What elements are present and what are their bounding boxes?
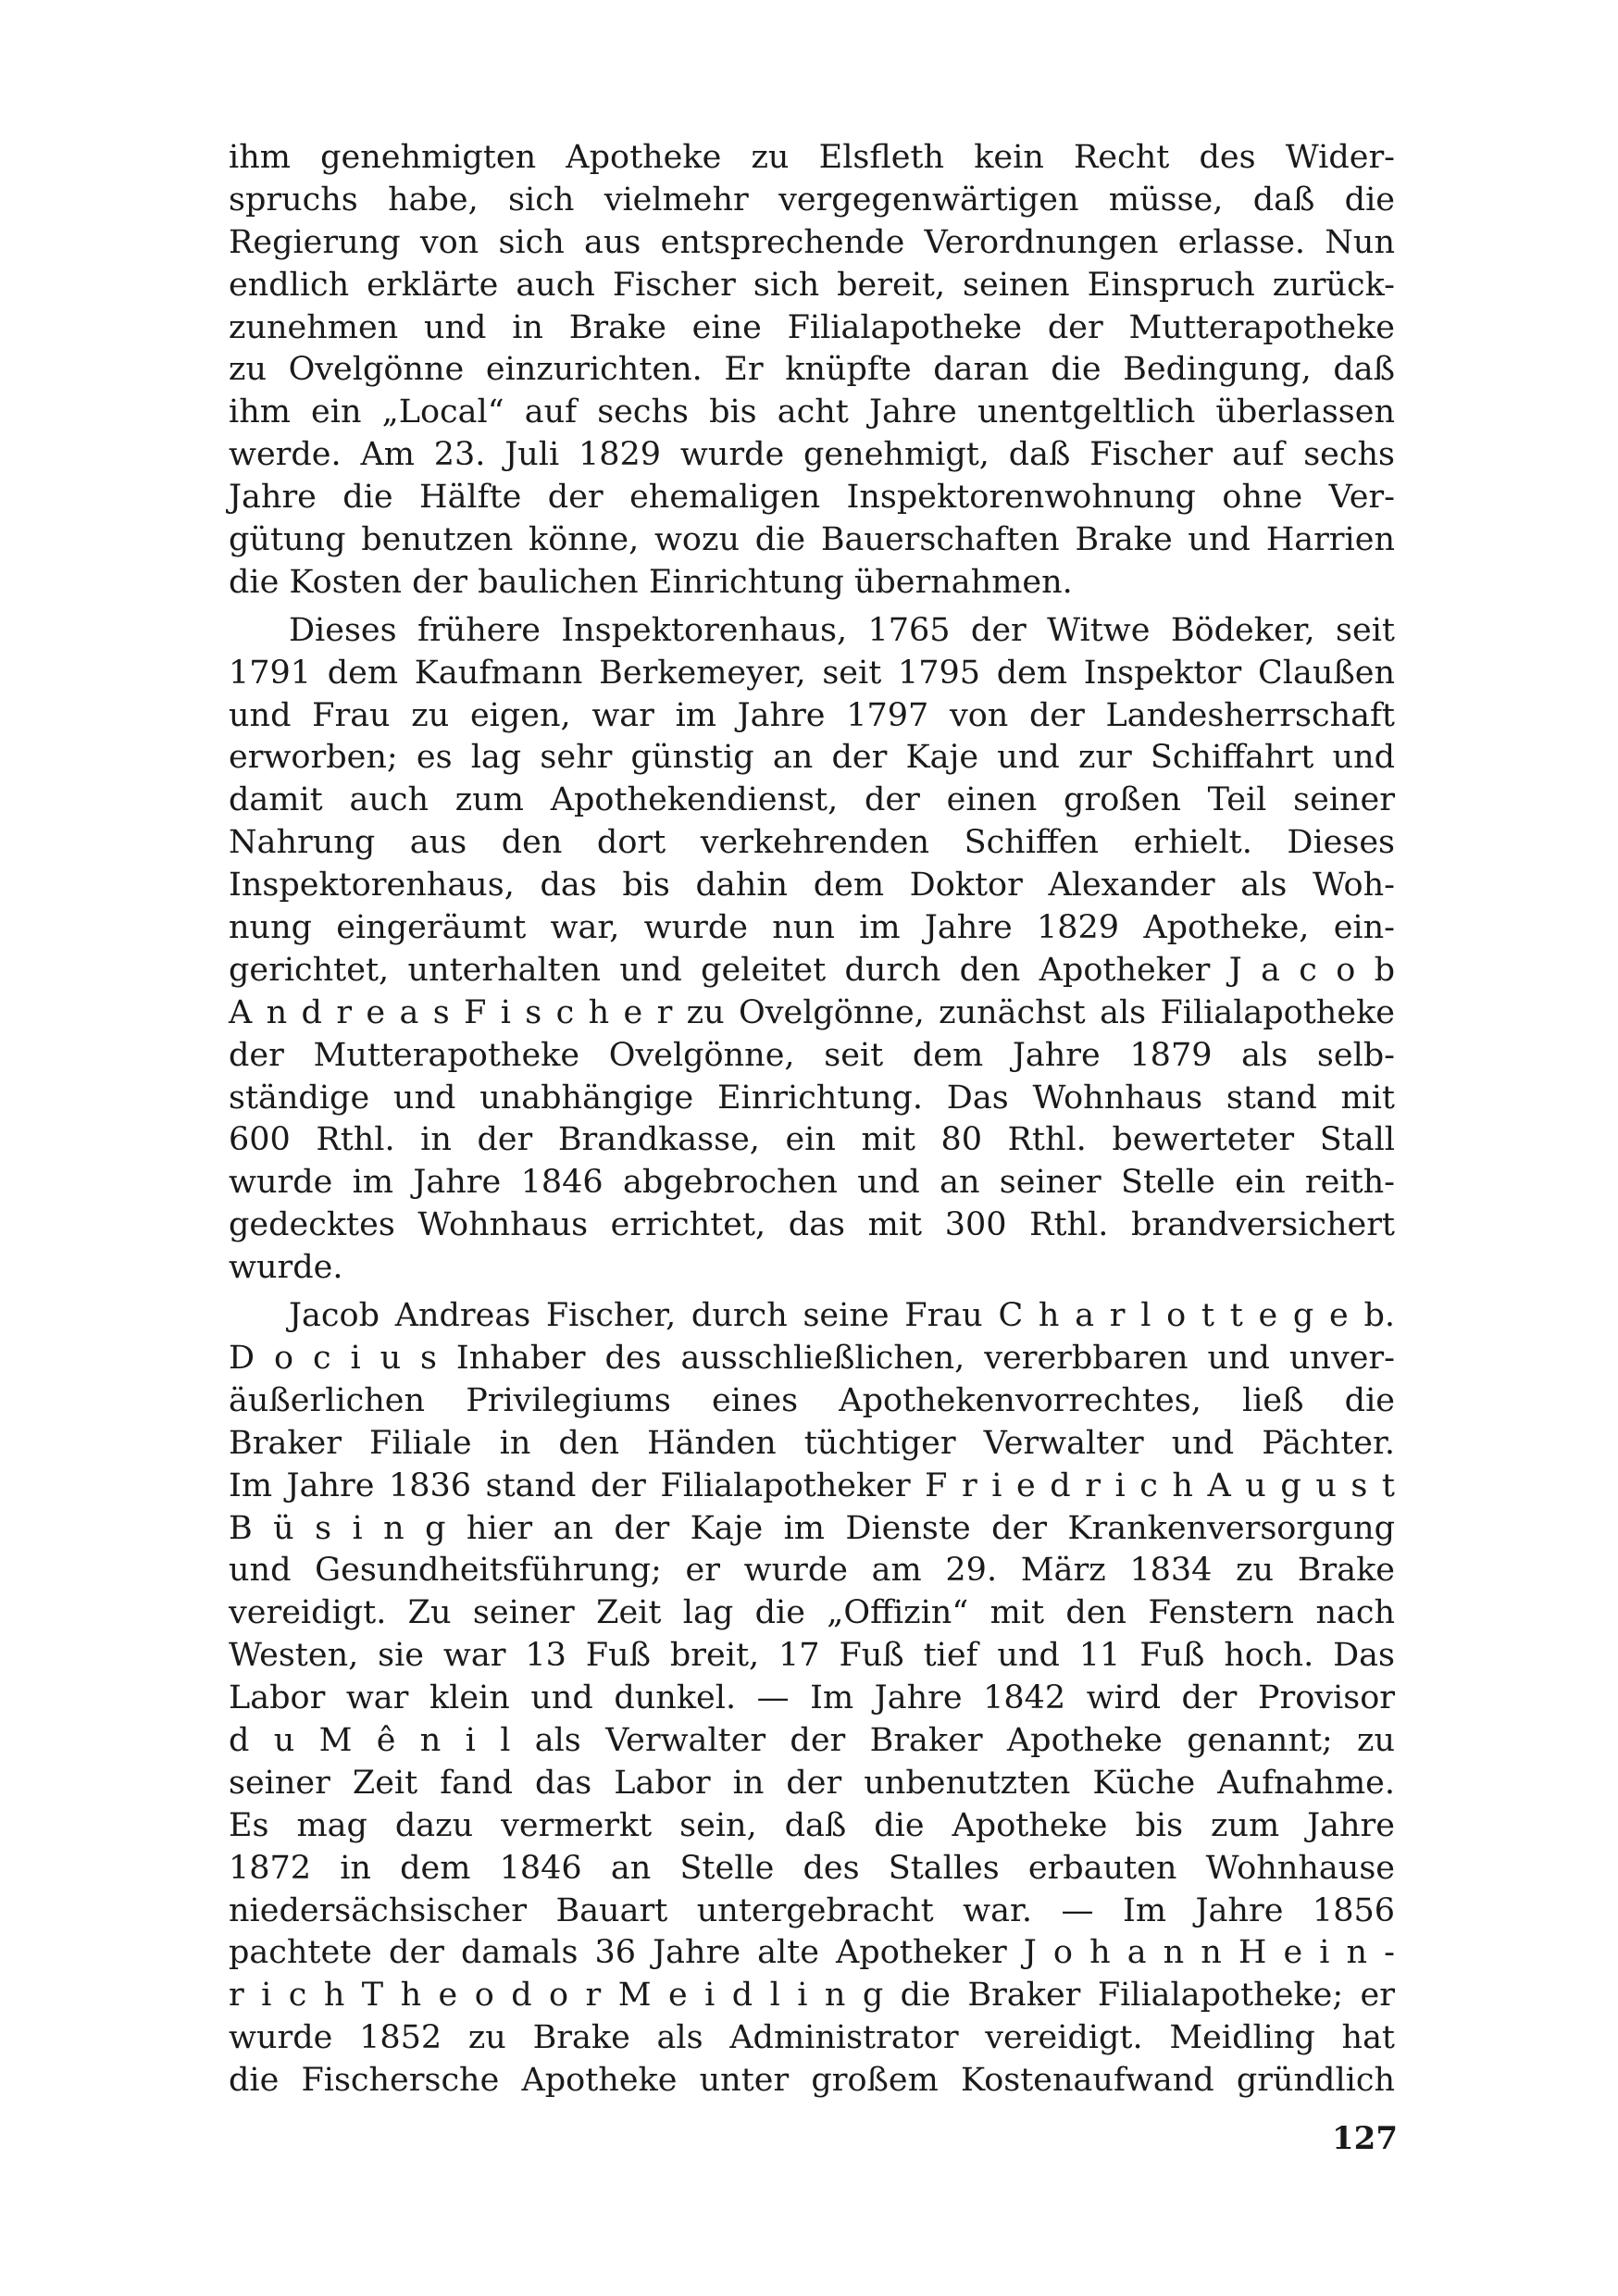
paragraph-2 <box>229 610 1395 1290</box>
text-line: ihm ein „Local“ auf sechs bis acht Jahre unentgeltlich überlassen <box>229 393 1395 431</box>
text-line: die Fischersche Apotheke unter großem Kostenaufwand gründlich <box>229 2062 1395 2100</box>
text-line: ständige und unabhängige Einrichtung. Das Wohnhaus stand mit <box>229 1079 1395 1117</box>
text-line: pachtete der damals 36 Jahre alte Apotheker J o h a n n H e i n - <box>229 1934 1395 1972</box>
text-line: Im Jahre 1836 stand der Filialapotheker F r i e d r i c h A u g u s t <box>229 1466 1395 1504</box>
text-line: Es mag dazu vermerkt sein, daß die Apotheke bis zum Jahre <box>229 1806 1395 1844</box>
text-line: gütung benutzen könne, wozu die Bauerschaften Brake und Harrien <box>229 521 1395 559</box>
text-line: Nahrung aus den dort verkehrenden Schiffen erhielt. Dieses <box>229 824 1395 862</box>
text-line: Braker Filiale in den Händen tüchtiger Verwalter und Pächter. <box>229 1424 1395 1462</box>
text-line: erworben; es lag sehr günstig an der Kaje und zur Schiffahrt und <box>229 739 1395 777</box>
text-line: gerichtet, unterhalten und geleitet durch den Apotheker J a c o b <box>229 951 1395 989</box>
paragraph-3 <box>229 1295 1395 2103</box>
text-line: und Gesundheitsführung; er wurde am 29. März 1834 zu Brake <box>229 1552 1395 1590</box>
text-line: äußerlichen Privilegiums eines Apothekenvorrechtes, ließ die <box>229 1381 1395 1419</box>
text-line: 1791 dem Kaufmann Berkemeyer, seit 1795 dem Inspektor Claußen <box>229 654 1395 692</box>
text-line: zunehmen und in Brake eine Filialapotheke der Mutterapotheke <box>229 308 1395 346</box>
text-line: r i c h T h e o d o r M e i d l i n g die Braker Filialapotheke; er <box>229 1977 1395 2015</box>
text-line: Regierung von sich aus entsprechende Verordnungen erlasse. Nun <box>229 223 1395 261</box>
text-line: vereidigt. Zu seiner Zeit lag die „Offizin“ mit den Fenstern nach <box>229 1594 1395 1632</box>
text-line: niedersächsischer Bauart untergebracht war. — Im Jahre 1856 <box>229 1891 1395 1929</box>
text-line: zu Ovelgönne einzurichten. Er knüpfte daran die Bedingung, daß <box>229 351 1395 389</box>
body-text <box>229 137 1395 2103</box>
text-line: B ü s i n g hier an der Kaje im Dienste der Krankenversorgung <box>229 1509 1395 1547</box>
text-line: wurde. <box>229 1249 343 1287</box>
text-line: ihm genehmigten Apotheke zu Elsfleth kein Recht des Wider- <box>229 139 1395 176</box>
text-line: und Frau zu eigen, war im Jahre 1797 von der Landesherrschaft <box>229 696 1395 734</box>
text-line: Westen, sie war 13 Fuß breit, 17 Fuß tief und 11 Fuß hoch. Das <box>229 1637 1395 1675</box>
paragraph-1 <box>229 137 1395 605</box>
text-line: Labor war klein und dunkel. — Im Jahre 1842 wird der Provisor <box>229 1679 1395 1717</box>
text-line: nung eingeräumt war, wurde nun im Jahre 1829 Apotheke, ein- <box>229 909 1395 947</box>
text-line: gedecktes Wohnhaus errichtet, das mit 300 Rthl. brandversichert <box>229 1206 1395 1244</box>
text-line: endlich erklärte auch Fischer sich bereit, seinen Einspruch zurück- <box>229 266 1395 304</box>
text-line: Inspektorenhaus, das bis dahin dem Doktor Alexander als Woh- <box>229 867 1395 905</box>
text-line: Jacob Andreas Fischer, durch seine Frau C h a r l o t t e g e b. <box>289 1297 1395 1335</box>
text-line: die Kosten der baulichen Einrichtung übernahmen. <box>229 563 1073 601</box>
text-line: wurde 1852 zu Brake als Administrator vereidigt. Meidling hat <box>229 2019 1395 2057</box>
text-line: der Mutterapotheke Ovelgönne, seit dem Jahre 1879 als selb- <box>229 1036 1395 1074</box>
text-line: 600 Rthl. in der Brandkasse, ein mit 80 Rthl. bewerteter Stall <box>229 1121 1395 1159</box>
text-line: spruchs habe, sich vielmehr vergegenwärtigen müsse, daß die <box>229 181 1395 218</box>
text-line: damit auch zum Apothekendienst, der einen großen Teil seiner <box>229 781 1395 819</box>
text-line: d u M ê n i l als Verwalter der Braker Apotheke genannt; zu <box>229 1721 1395 1759</box>
text-line: wurde im Jahre 1846 abgebrochen und an seiner Stelle ein reith- <box>229 1164 1395 1202</box>
text-line: Jahre die Hälfte der ehemaligen Inspektorenwohnung ohne Ver- <box>229 479 1395 517</box>
text-line: werde. Am 23. Juli 1829 wurde genehmigt, daß Fischer auf sechs <box>229 436 1395 474</box>
text-line: 1872 in dem 1846 an Stelle des Stalles erbauten Wohnhause <box>229 1849 1395 1887</box>
page-number: 127 <box>1332 2120 1398 2157</box>
text-line: D o c i u s Inhaber des ausschließlichen, vererbbaren und unver- <box>229 1339 1395 1377</box>
text-line: A n d r e a s F i s c h e r zu Ovelgönne, zunächst als Filialapotheke <box>229 993 1395 1031</box>
text-line: Dieses frühere Inspektorenhaus, 1765 der Witwe Bödeker, seit <box>289 611 1395 649</box>
text-line: seiner Zeit fand das Labor in der unbenutzten Küche Aufnahme. <box>229 1764 1395 1802</box>
